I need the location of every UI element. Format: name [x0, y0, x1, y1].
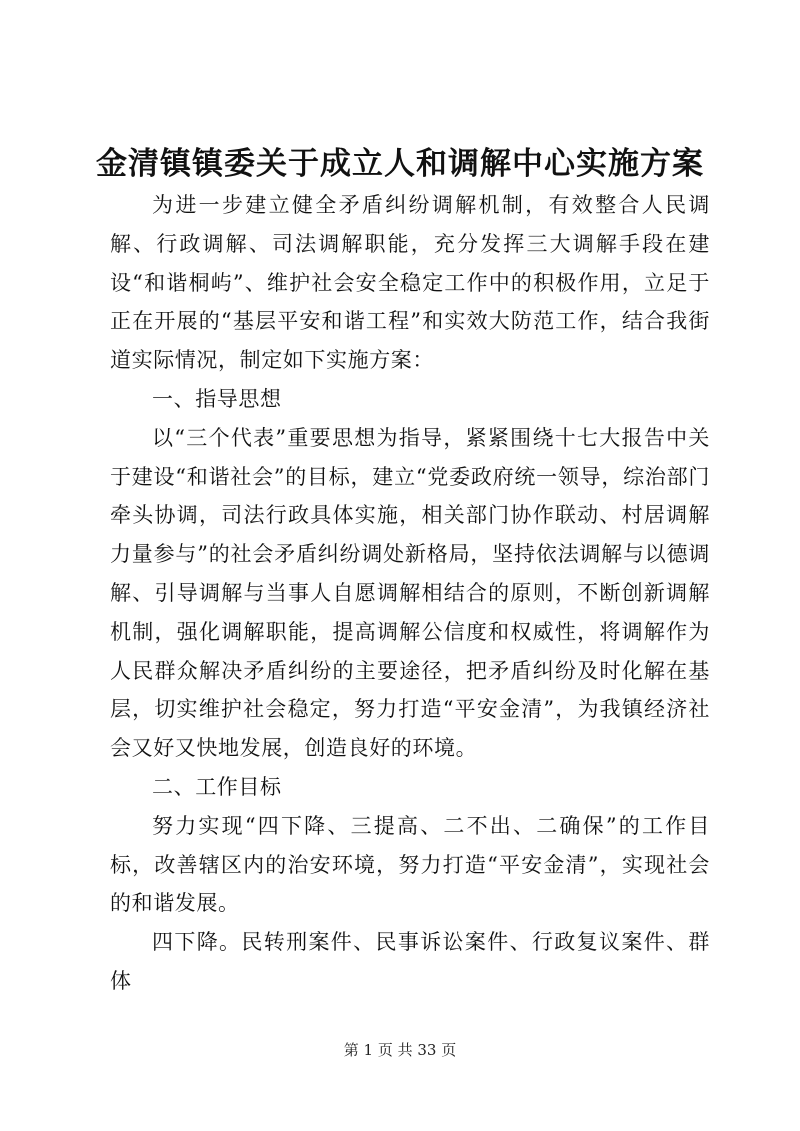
- document-body: [110, 186, 710, 1001]
- guiding-thought-paragraph: 以“三个代表”重要思想为指导，紧紧围绕十七大报告中关于建设“和谐社会”的目标，建立“党委政府统一领导，综治部门牵头协调，司法行政具体实施，相关部门协作联动、村居调解力量参与”的社会矛盾纠纷调处新格局，坚持依法调解与以德调解、引导调解与当事人自愿调解相结合的原则，不断创新调解机制，强化调解职能，提高调解公信度和权威性，将调解作为人民群众解决矛盾纠纷的主要途径，把矛盾纠纷及时化解在基层，切实维护社会稳定，努力打造“平安金清”，为我镇经济社会又好又快地发展，创造良好的环境。: [110, 425, 710, 761]
- work-goals-paragraph: 努力实现“四下降、三提高、二不出、二确保”的工作目标，改善辖区内的治安环境，努力打造“平安金清”，实现社会的和谐发展。: [110, 813, 710, 916]
- document-title: 金清镇镇委关于成立人和调解中心实施方案: [96, 146, 704, 182]
- section-heading-guiding-thought: 一、指导思想: [152, 386, 282, 411]
- intro-paragraph: 为进一步建立健全矛盾纠纷调解机制，有效整合人民调解、行政调解、司法调解职能，充分发挥三大调解手段在建设“和谐桐屿”、维护社会安全稳定工作中的积极作用，立足于正在开展的“基层平安和谐工程”和实效大防范工作，结合我街道实际情况，制定如下实施方案：: [110, 193, 710, 373]
- section-heading-work-goals: 二、工作目标: [152, 774, 282, 799]
- four-declines-paragraph: 四下降。民转刑案件、民事诉讼案件、行政复议案件、群体: [110, 930, 710, 993]
- page-number-footer: 第 1 页 共 33 页: [343, 1041, 457, 1059]
